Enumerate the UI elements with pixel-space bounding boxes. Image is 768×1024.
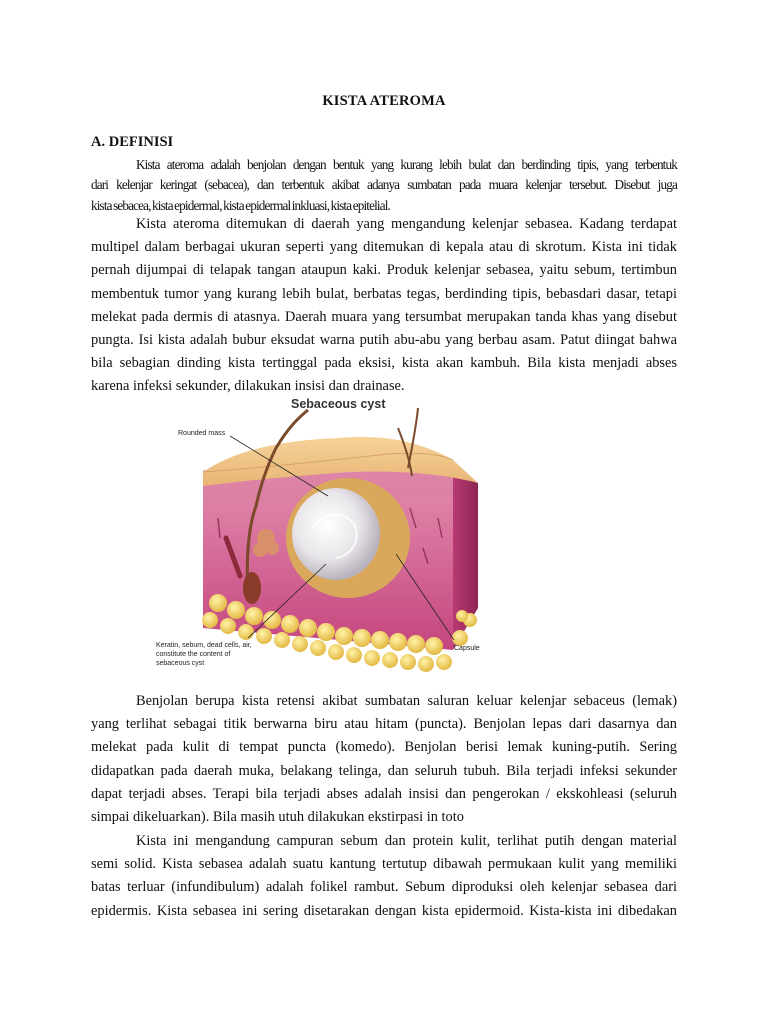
paragraph-line: multipel dalam berbagai ukuran seperti yang ditemukan di kepala atau di skrotum. Kista ini tidak — [91, 239, 677, 256]
section-heading: A. DEFINISI — [91, 134, 174, 150]
paragraph-line: pungta. Isi kista adalah bubur eksudat warna putih abu-abu yang berbau asam. Patut diingat bahwa — [91, 332, 677, 349]
label-keratin-line: constitute the content of — [156, 651, 231, 658]
paragraph-line: kista sebacea, kista epidermal, kista epidermal inkluasi, kista epitelial. — [91, 197, 390, 213]
paragraph-line: melekat pada dermis di atasnya. Daerah muara yang tersumbat merupakan tanda khas yang disebut — [91, 308, 677, 325]
paragraph-line: bila sebagian dinding kista tertinggal pada eksisi, kista akan kambuh. Bila kista menjadi abses — [91, 355, 677, 372]
paragraph-line: didapatkan pada daerah muka, belakang telinga, dan seluruh tubuh. Bila terjadi infeksi sekunder — [91, 762, 677, 779]
label-keratin-line: sebaceous cyst — [156, 660, 205, 667]
paragraph-line: simpai dikeluarkan). Bila masih utuh dilakukan ekstirpasi in toto — [91, 809, 464, 826]
figure-title: Sebaceous cyst — [291, 397, 386, 411]
paragraph-line: melekat pada kulit di tempat puncta (komedo). Benjolan berisi lemak kuning-putih. Sering — [91, 739, 677, 756]
paragraph-line: dapat terjadi abses. Terapi bila terjadi abses adalah insisi dan pengerokan / ekskohleasi (seluruh — [91, 785, 677, 802]
paragraph-line: Benjolan berupa kista retensi akibat sumbatan saluran keluar kelenjar sebaceus (lemak) — [136, 693, 677, 709]
paragraph-line: semi solid. Kista sebasea adalah suatu kantung tertutup dibawah permukaan kulit yang memiliki — [91, 856, 677, 873]
paragraph-line: Kista ini mengandung campuran sebum dan protein kulit, terlihat putih dengan material — [136, 833, 677, 849]
paragraph-line: Kista ateroma ditemukan di daerah yang mengandung kelenjar sebasea. Kadang terdapat — [136, 216, 677, 232]
paragraph-definition — [91, 155, 677, 216]
document-title: KISTA ATEROMA — [322, 93, 446, 109]
paragraph-line: batas terluar (infundibulum) adalah folikel rambut. Sebum diproduksi oleh kelenjar sebasea dari — [91, 879, 677, 896]
cyst-content — [292, 488, 380, 580]
cyst — [286, 478, 410, 598]
paragraph-line: Kista ateroma adalah benjolan dengan bentuk yang kurang lebih bulat dan berdinding tipis, yang terbentuk — [136, 157, 677, 172]
label-capsule: Capsule — [454, 645, 480, 652]
label-keratin-line: Keratin, sebum, dead cells, air, — [156, 642, 252, 649]
paragraph-line: yang terlihat sebagai titik berwarna biru atau hitam (puncta). Benjolan lepas dari dasarnya dan — [91, 716, 677, 733]
paragraph-line: epidermis. Kista sebasea ini sering disetarakan dengan kista epidermoid. Kista-kista ini dibedakan — [91, 902, 677, 919]
paragraph-line: membentuk tumor yang kurang lebih bulat, berbatas tegas, berdinding tipis, bebasdari dasar, tetapi — [91, 285, 677, 302]
paragraph-line: dari kelenjar keringat (sebacea), dan terbentuk akibat adanya sumbatan pada muara kelenjar tersebut. Disebut juga — [91, 177, 677, 193]
paragraph-content — [91, 830, 677, 923]
paragraph-description — [91, 213, 677, 399]
label-rounded-mass: Rounded mass — [178, 430, 226, 437]
paragraph-line: karena infeksi sekunder, dilakukan insisi dan drainase. — [91, 378, 405, 395]
paragraph-clinical — [91, 690, 677, 829]
paragraph-line: pernah dijumpai di telapak tangan ataupun kaki. Produk kelenjar sebasea, yaitu sebum, tertimbun — [91, 262, 677, 279]
sebaceous-cyst-illustration — [148, 388, 548, 678]
